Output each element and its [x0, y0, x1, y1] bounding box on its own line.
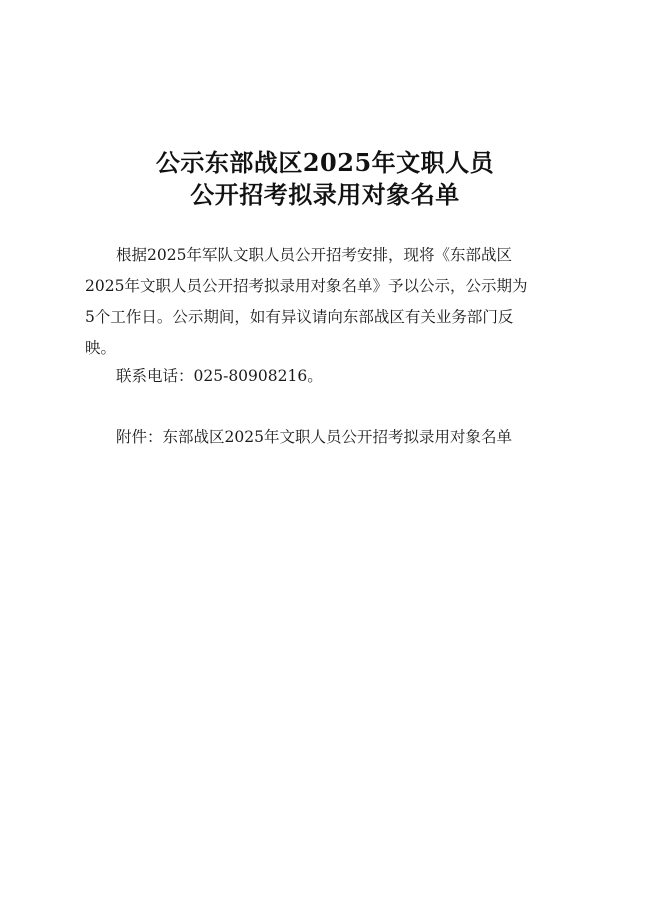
title-line-1: 公示东部战区2025年文职人员	[155, 148, 495, 177]
attachment-reference: 附件：东部战区2025年文职人员公开招考拟录用对象名单	[116, 428, 512, 446]
notice-line-4: 映。	[85, 339, 117, 357]
page-title	[0, 147, 650, 211]
notice-line-3: 5个工作日。公示期间，如有异议请向东部战区有关业务部门反	[85, 308, 514, 326]
notice-line-1: 根据2025年军队文职人员公开招考安排，现将《东部战区	[116, 246, 512, 264]
title-line-2: 公开招考拟录用对象名单	[190, 180, 460, 209]
contact-phone: 联系电话：025-80908216。	[116, 367, 323, 385]
notice-line-2: 2025年文职人员公开招考拟录用对象名单》予以公示，公示期为	[85, 277, 528, 295]
